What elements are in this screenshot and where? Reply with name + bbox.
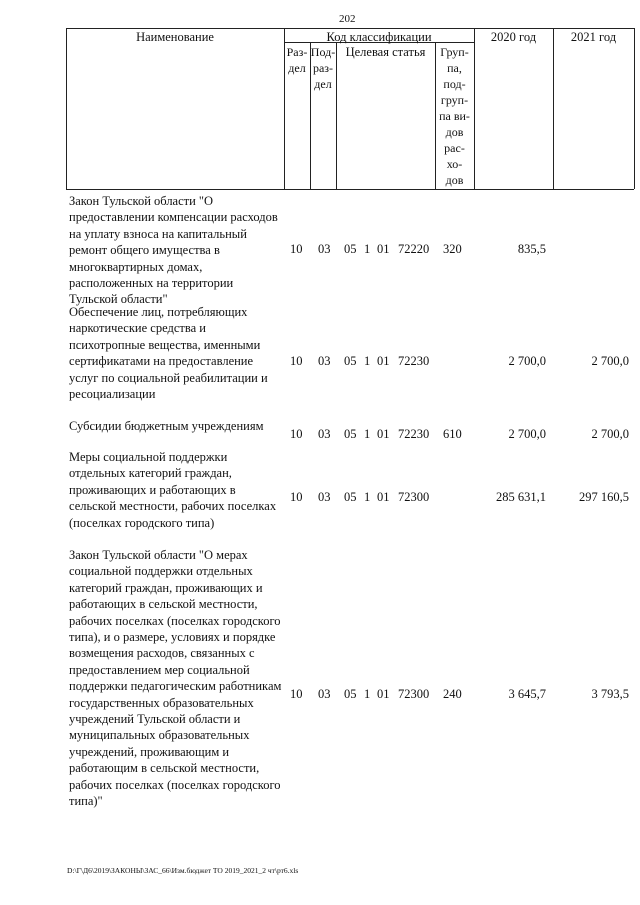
row-value-2020: 3 645,7 <box>508 687 546 701</box>
row-target-main-event: 01 <box>377 354 390 368</box>
row-target-main-event: 01 <box>377 490 390 504</box>
row-target-subprogram: 1 <box>364 354 371 368</box>
row-target-main-event: 01 <box>377 427 390 441</box>
header-section: Раз- дел <box>286 45 308 75</box>
row-subsection: 03 <box>318 354 331 368</box>
row-target-program: 05 <box>344 687 357 701</box>
row-subsection: 03 <box>318 242 331 256</box>
row-subsection: 03 <box>318 490 331 504</box>
row-target-direction: 72230 <box>398 354 430 368</box>
row-value-2020: 2 700,0 <box>508 354 546 368</box>
page-number: 202 <box>339 13 356 25</box>
row-target-direction: 72300 <box>398 490 430 504</box>
row-value-2020: 835,5 <box>517 242 546 256</box>
row-target-main-event: 01 <box>377 242 390 256</box>
row-target-program: 05 <box>344 242 357 256</box>
row-section: 10 <box>290 490 303 504</box>
row-target-direction: 72300 <box>398 687 430 701</box>
header-subsection: Под- раз- дел <box>310 45 336 91</box>
row-section: 10 <box>290 354 303 368</box>
row-section: 10 <box>290 687 303 701</box>
row-value-2021: 297 160,5 <box>579 490 629 504</box>
row-target-subprogram: 1 <box>364 490 371 504</box>
row-target-subprogram: 1 <box>364 427 371 441</box>
row-target-subprogram: 1 <box>364 687 371 701</box>
row-name: Закон Тульской области "О предоставлении компенсации расходов на уплату взноса на капитальный ремонт общего имущества в многоквартирных домах, расположенных на территории Тульской области" <box>69 194 278 307</box>
header-code-group: Код классификации <box>326 30 432 44</box>
header-year-2021: 2021 год <box>570 30 617 44</box>
row-value-2021: 3 793,5 <box>591 687 629 701</box>
row-group: 610 <box>443 427 462 441</box>
row-subsection: 03 <box>318 687 331 701</box>
row-value-2020: 285 631,1 <box>496 490 546 504</box>
row-value-2020: 2 700,0 <box>508 427 546 441</box>
row-name: Обеспечение лиц, потребляющих наркотические средства и психотропные вещества, именными сертификатами на предоставление услуг по социальной реабилитации и ресоциализации <box>69 305 268 402</box>
header-group: Груп- па, под- груп- па ви- дов рас- хо- дов <box>439 45 470 187</box>
row-target-program: 05 <box>344 427 357 441</box>
row-value-2021: 2 700,0 <box>591 354 629 368</box>
row-subsection: 03 <box>318 427 331 441</box>
row-section: 10 <box>290 427 303 441</box>
row-group: 240 <box>443 687 462 701</box>
header-year-2020: 2020 год <box>490 30 537 44</box>
row-target-program: 05 <box>344 490 357 504</box>
row-name: Меры социальной поддержки отдельных категорий граждан, проживающих и работающих в сельской местности, рабочих поселках (поселках городского типа) <box>69 450 277 530</box>
row-target-main-event: 01 <box>377 687 390 701</box>
row-name: Субсидии бюджетным учреждениям <box>69 419 264 433</box>
row-value-2021: 2 700,0 <box>591 427 629 441</box>
row-name: Закон Тульской области "О мерах социальной поддержки отдельных категорий граждан, проживающих и работающих в сельской местности, рабочих поселках (поселках городского типа), и о размере, условиях и порядке возмещения расходов, связанных с предоставлением мер социальной поддержки педагогическим работникам государственных образовательных учреждений Тульской области и муниципальных образовательных учреждений, проживающим и работающим в сельской местности, рабочих поселках (поселках городского типа)" <box>69 548 282 809</box>
row-section: 10 <box>290 242 303 256</box>
row-target-direction: 72220 <box>398 242 430 256</box>
row-target-direction: 72230 <box>398 427 430 441</box>
header-target-article: Целевая статья <box>345 45 426 59</box>
row-target-subprogram: 1 <box>364 242 371 256</box>
row-group: 320 <box>443 242 462 256</box>
row-target-program: 05 <box>344 354 357 368</box>
footer-file-path: D:\Г\Д6\2019\ЗАКОНЫ\ЗАС_66\Изм.бюджет ТО 2019_2021_2 чт\рт6.xls <box>67 866 299 875</box>
header-name: Наименование <box>136 30 214 44</box>
